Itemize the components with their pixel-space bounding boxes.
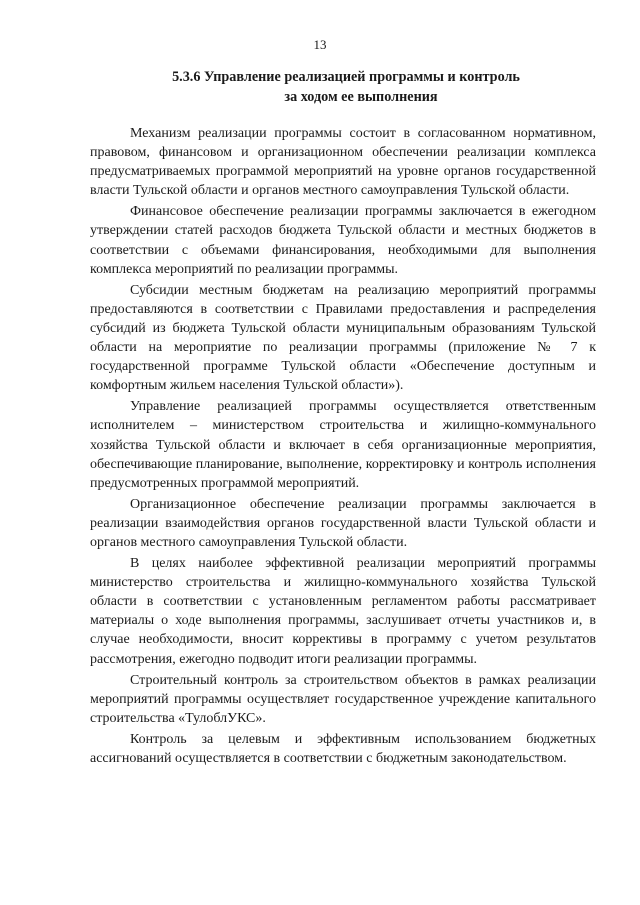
section-heading-line-2: за ходом ее выполнения	[284, 89, 438, 105]
paragraph-efficiency: В целях наиболее эффективной реализации мероприятий программы министерство строительства и жилищно-коммунального хозяйства Тульской области в соответствии с установленным регламентом работы рассматривает материалы о ходе выполнения программы, заслушивает отчеты участников и, в случае необходимости, вносит коррективы в программу с учетом результатов рассмотрения, ежегодно подводит итоги реализации программы.	[90, 556, 596, 667]
paragraph-budget-control: Контроль за целевым и эффективным использованием бюджетных ассигнований осуществляется в соответствии с бюджетным законодательством.	[90, 731, 596, 766]
paragraph-organizational: Организационное обеспечение реализации программы заключается в реализации взаимодействия органов государственной власти Тульской области и органов местного самоуправления Тульской области.	[90, 496, 596, 550]
paragraph-subsidies: Субсидии местным бюджетам на реализацию мероприятий программы предоставляются в соответствии с Правилами предоставления и распределения субсидий из бюджета Тульской области муниципальным образованиям Тульской области на мероприятие по реализации программы (приложение № 7 к государственной программе Тульской области «Обеспечение доступным и комфортным жильем населения Тульской области»).	[90, 282, 596, 394]
paragraph-mechanism: Механизм реализации программы состоит в согласованном нормативном, правовом, финансовом и организационном обеспечении реализации комплекса предусматриваемых программой мероприятий на уровне органов государственной власти Тульской области и органов местного самоуправления Тульской области.	[90, 126, 596, 199]
section-heading-line-1: 5.3.6 Управление реализацией программы и контроль	[172, 69, 520, 85]
paragraph-management: Управление реализацией программы осуществляется ответственным исполнителем – министерством строительства и жилищно-коммунального хозяйства Тульской области и включает в себя организационные мероприятия, обеспечивающие планирование, выполнение, корректировку и контроль исполнения предусмотренных программой мероприятий.	[90, 399, 596, 491]
paragraph-construction-control: Строительный контроль за строительством объектов в рамках реализации мероприятий программы осуществляет государственное учреждение капитального строительства «ТулоблУКС».	[90, 672, 596, 726]
document-body	[90, 124, 596, 770]
section-heading	[96, 67, 596, 107]
page-number: 13	[313, 37, 327, 52]
paragraph-financing: Финансовое обеспечение реализации программы заключается в ежегодном утверждении статей расходов бюджета Тульской области и местных бюджетов в соответствии с объемами финансирования, необходимыми для выполнения комплекса мероприятий по реализации программы.	[90, 204, 596, 277]
